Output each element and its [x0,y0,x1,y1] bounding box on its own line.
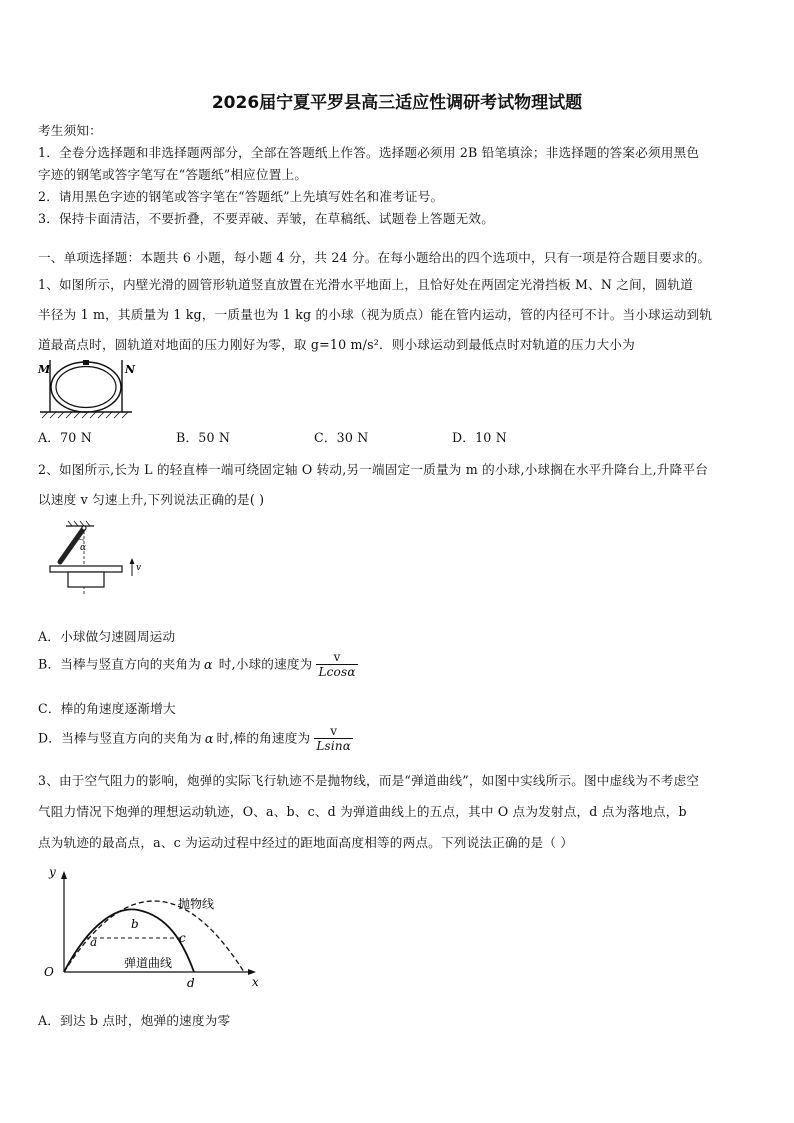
q2-option-b-mid: 时,小球的速度为 [218,656,313,672]
q2-option-d-denominator: Lsinα [316,739,352,753]
y-axis-label: y [49,865,56,879]
point-c-label: c [179,931,186,945]
q2-line-2: 以速度 v 匀速上升,下列说法正确的是( ) [38,492,265,507]
q2-option-b-alpha: α [203,656,213,672]
q1-line-1: 1、如图所示，内壁光滑的圆管形轨道竖直放置在光滑水平地面上，且恰好处在两固定光滑挡板 M、N 之间，圆轨道 [38,277,694,292]
q2-figure [44,520,154,598]
q1-line-2: 半径为 1 m，其质量为 1 kg，一质量也为 1 kg 的小球（视为质点）能在管内运动，管的内径可不计。当小球运动到轨 [38,307,713,322]
angle-label: α [80,543,87,553]
notice-item-2: 2．请用黑色字迹的钢笔或答字笔在“答题纸”上先填写姓名和准考证号。 [38,189,444,204]
ground [40,412,132,418]
origin-label: O [44,965,54,979]
notice-item-1-line-2: 字迹的钢笔或答字笔写在“答题纸”相应位置上。 [38,167,308,182]
point-a-label: a [90,935,98,949]
lift-platform [50,566,122,572]
q1-figure [36,356,136,420]
notice-item-1-line-1: 1．全卷分选择题和非选择题两部分，全部在答题纸上作答。选择题必须用 2B 铅笔填涂；非选择题的答案必须用黑色 [38,145,700,160]
q2-option-d-numerator: v [330,724,338,738]
q1-line-3: 道最高点时，圆轨道对地面的压力刚好为零，取 g=10 m/s²．则小球运动到最低点时对轨道的压力大小为 [38,337,635,352]
q3-option-a: A．到达 b 点时，炮弹的速度为零 [38,1013,231,1028]
ballistic-label: 弹道曲线 [124,956,173,970]
q2-option-d-fraction [314,724,353,754]
ball [83,360,89,365]
q1-option-c: C．30 N [314,430,369,445]
q3-line-3: 点为轨迹的最高点，a、c 为运动过程中经过的距地面高度相等的两点。下列说法正确的是（ ） [38,835,574,850]
q1-option-a: A．70 N [38,430,92,445]
q1-option-d: D．10 N [452,430,507,445]
section-heading: 一、单项选择题：本题共 6 小题，每小题 4 分，共 24 分。在每小题给出的四个选项中，只有一项是符合题目要求的。 [38,250,711,265]
q2-option-b-numerator: v [333,650,341,664]
ceiling-support [66,521,94,526]
point-b-label: b [131,917,139,931]
label-m: M [38,363,51,376]
q2-option-d-mid: 时,棒的角速度为 [216,730,311,746]
label-n: N [125,363,136,376]
q2-option-c: C．棒的角速度逐渐增大 [38,701,176,716]
pipe-track [51,362,121,412]
lift-base [68,572,104,587]
q2-option-d-alpha: α [204,730,214,746]
q3-line-2: 气阻力情况下炮弹的理想运动轨迹，O、a、b、c、d 为弹道曲线上的五点，其中 O 点为发射点，d 点为落地点，b [38,804,687,819]
y-axis [61,871,67,972]
parabola-label: 抛物线 [178,897,215,911]
q2-option-b [38,650,358,680]
q2-option-b-denominator: Lcosα [318,665,356,679]
velocity-arrow [130,558,135,576]
q2-option-a: A．小球做匀速圆周运动 [38,629,176,644]
q3-line-1: 3、由于空气阻力的影响，炮弹的实际飞行轨迹不是抛物线，而是“弹道曲线”，如图中实线所示。图中虚线为不考虑空 [38,773,700,788]
q2-option-b-text: B．当棒与竖直方向的夹角为 [38,656,201,672]
notice-heading: 考生须知： [38,123,102,138]
pivot [82,526,86,530]
q2-option-d-text: D．当棒与竖直方向的夹角为 [38,730,202,746]
q2-option-d [38,724,353,754]
x-axis-label: x [252,975,259,989]
q2-option-b-fraction [316,650,357,680]
q2-line-1: 2、如图所示,长为 L 的轻直棒一端可绕固定轴 O 转动,另一端固定一质量为 m 的小球,小球搁在水平升降台上,升降平台 [38,462,708,477]
point-d-label: d [187,976,195,990]
velocity-label: v [136,563,142,573]
q3-figure [38,862,268,994]
notice-item-3: 3．保持卡面清洁，不要折叠，不要弄破、弄皱，在草稿纸、试题卷上答题无效。 [38,211,494,226]
q1-option-b: B．50 N [176,430,231,445]
page-title: 2026届宁夏平罗县高三适应性调研考试物理试题 [211,93,583,113]
